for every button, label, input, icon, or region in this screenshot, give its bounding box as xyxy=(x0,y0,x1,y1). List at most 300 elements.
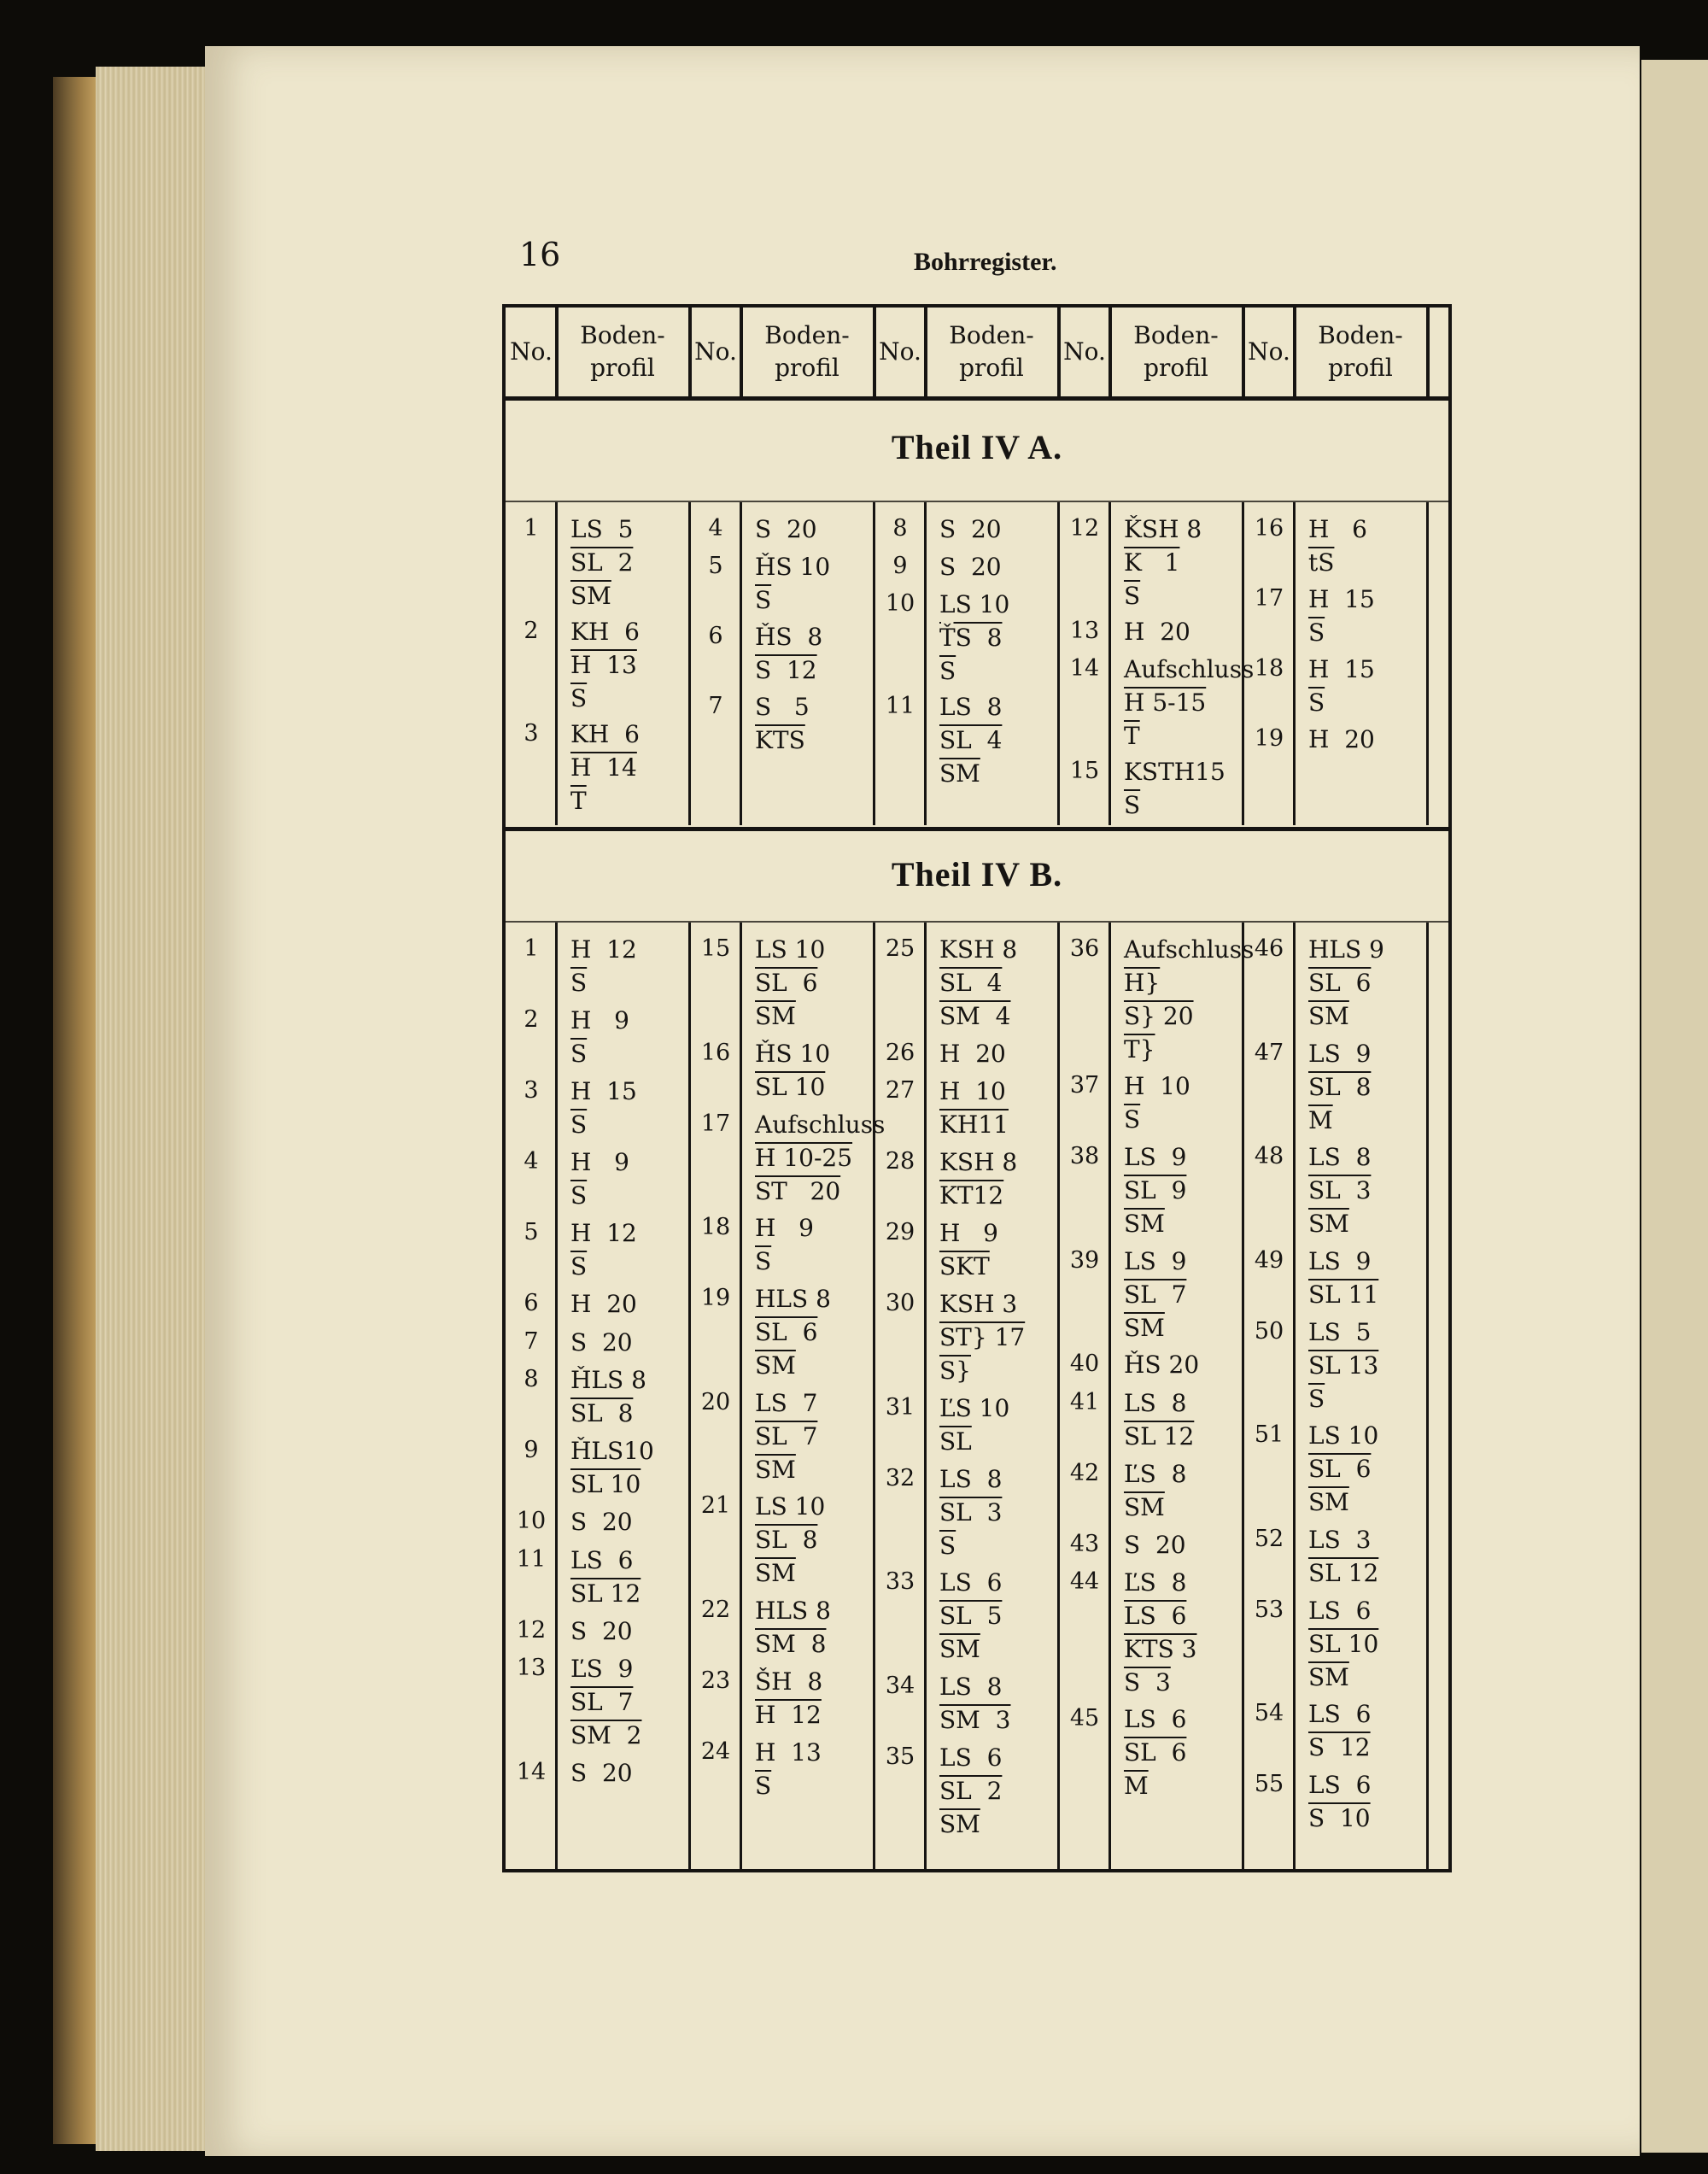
profile-line: SL 13 xyxy=(1308,1351,1379,1380)
profile-line: H 20 xyxy=(1308,725,1375,753)
section-divider xyxy=(506,827,1448,831)
profile-line: SL 6 xyxy=(755,969,818,997)
section_a-entry-number: 11 xyxy=(885,693,915,719)
section_a-entry-number: 1 xyxy=(524,515,539,542)
profile-line: ȞS 10 xyxy=(755,553,831,581)
profile-line: H 20 xyxy=(939,1039,1006,1068)
section_b-entry-number: 46 xyxy=(1254,935,1284,962)
header-profile-2: Boden- profil xyxy=(764,321,850,382)
section_a-entry-profile xyxy=(1124,653,1254,753)
section_a-entry-number: 14 xyxy=(1069,655,1100,682)
profile-line: $\overline{SM}$ xyxy=(1308,1210,1349,1238)
section_a-entry-number: 4 xyxy=(708,515,723,542)
profile-line: H 15 xyxy=(1308,585,1375,613)
profile-line: ĽS 8 xyxy=(1124,1568,1187,1597)
profile-line: SL 10 xyxy=(1308,1629,1379,1658)
header-separator xyxy=(1293,308,1296,396)
section_b-entry-profile xyxy=(570,1505,633,1538)
section_a-entry-number: 8 xyxy=(892,515,908,542)
profile-line: LS 6 xyxy=(1124,1602,1187,1630)
profile-line: $\overline{S}$ xyxy=(1124,1105,1141,1134)
profile-line: KSH 8 xyxy=(939,1148,1018,1176)
section_b-entry-profile xyxy=(939,1566,1002,1666)
profile-line: ST 20 xyxy=(755,1176,841,1205)
profile-line: H 9 xyxy=(570,1006,629,1034)
profile-line: $\overline{S}$ xyxy=(570,684,588,712)
profile-line: SL 11 xyxy=(1308,1280,1379,1309)
profile-line: $\overline{S}$ xyxy=(755,586,772,614)
section_b-entry-number: 38 xyxy=(1069,1143,1100,1169)
profile-line: S 20 xyxy=(570,1327,633,1357)
section_b-entry-profile xyxy=(1124,1386,1194,1453)
section_a-entry-profile xyxy=(570,615,640,715)
profile-line: SL 12 xyxy=(570,1579,641,1608)
profile-line: LS 5 xyxy=(1308,1317,1372,1346)
section_b-entry-profile xyxy=(755,1282,831,1382)
section_b-entry-number: 8 xyxy=(524,1366,539,1392)
profile-line: S} xyxy=(939,1357,971,1385)
section_b-entry-number: 39 xyxy=(1069,1246,1100,1274)
profile-line: SL 5 xyxy=(939,1602,1003,1630)
book-spine xyxy=(53,77,97,2144)
section_b-entry-number: 2 xyxy=(524,1006,539,1033)
profile-line: $\overline{M}$ xyxy=(1124,1772,1149,1800)
section_b-entry-profile xyxy=(755,1108,885,1208)
section_b-entry-profile xyxy=(939,1287,1025,1387)
section_b-entry-number: 44 xyxy=(1069,1568,1100,1595)
section_a-entry-profile xyxy=(1124,513,1202,612)
adjacent-page-edge xyxy=(1641,60,1708,2153)
section_b-column-rule xyxy=(555,923,558,1871)
profile-line: $\overline{S}$ xyxy=(939,657,956,685)
section_b-entry-number: 55 xyxy=(1254,1771,1284,1797)
profile-line: $\overline{SL}$ xyxy=(939,1427,972,1456)
profile-line: K 1 xyxy=(1124,548,1180,577)
section_a-column-rule xyxy=(555,502,558,825)
section_b-entry-number: 12 xyxy=(516,1616,547,1644)
profile-line: H 5-15 xyxy=(1124,689,1207,717)
profile-line: LS 3 xyxy=(1308,1525,1372,1554)
profile-line: $\overline{SM}$ xyxy=(755,1351,796,1380)
section-a-title: Theil IV A. xyxy=(891,428,1063,466)
section_b-entry-number: 49 xyxy=(1254,1246,1284,1274)
section_b-entry-profile xyxy=(939,1037,1006,1070)
profile-line: Aufschluss xyxy=(755,1110,886,1139)
profile-line: ĽS 10 xyxy=(939,1393,1010,1422)
section_a-entry-number: 3 xyxy=(524,720,539,747)
section_b-entry-profile xyxy=(1308,1697,1371,1764)
profile-line: $\overline{KTS}$ xyxy=(755,726,805,754)
profile-line: $\overline{S}$ xyxy=(570,1110,588,1139)
section_b-entry-profile xyxy=(570,1004,629,1070)
profile-line: ȞS 10 xyxy=(755,1039,831,1068)
section_b-entry-profile xyxy=(939,933,1017,1033)
profile-line: $\overline{S}$ xyxy=(1124,582,1141,610)
profile-line: $\overline{S}$ xyxy=(1308,689,1325,717)
profile-line: H 15 xyxy=(570,1077,637,1105)
profile-line: H} xyxy=(1124,969,1161,997)
header-no-4: No. xyxy=(1063,337,1106,366)
profile-line: $\overline{S}$ xyxy=(570,1181,588,1210)
profile-line: LS 8 xyxy=(939,693,1003,721)
profile-line: $\overline{S}$ xyxy=(1308,618,1325,647)
section_b-entry-number: 52 xyxy=(1254,1525,1284,1552)
bohrregister-table xyxy=(502,304,1452,1872)
profile-line: SL 7 xyxy=(755,1421,818,1450)
section_b-entry-number: 36 xyxy=(1069,935,1100,962)
section_b-entry-profile xyxy=(570,1287,637,1321)
header-separator xyxy=(688,308,692,396)
profile-line: HLS 8 xyxy=(755,1285,831,1313)
section_b-entry-number: 27 xyxy=(885,1077,915,1104)
profile-line: H 10-25 xyxy=(755,1143,853,1172)
section_b-entry-number: 42 xyxy=(1069,1459,1100,1486)
header-no-5: No. xyxy=(1248,337,1290,366)
section_b-entry-number: 11 xyxy=(516,1545,547,1573)
profile-line: SL 6 xyxy=(1308,1455,1372,1483)
profile-line: SL 8 xyxy=(570,1399,634,1427)
profile-line: S 5 xyxy=(755,693,810,721)
profile-line: H 12 xyxy=(570,1219,637,1247)
profile-line: LS 10 xyxy=(755,1492,826,1521)
section_b-entry-profile xyxy=(939,1146,1017,1212)
profile-line: $\overline{S}$ xyxy=(1308,1384,1325,1413)
profile-line: Aufschluss xyxy=(1124,655,1255,683)
profile-line: SL 6 xyxy=(755,1318,818,1346)
profile-line: SL 6 xyxy=(1308,969,1372,997)
section_a-entry-profile xyxy=(755,690,810,757)
section_b-entry-profile xyxy=(570,1434,654,1501)
section_b-entry-profile xyxy=(1308,1594,1378,1694)
section_b-entry-number: 50 xyxy=(1254,1317,1284,1345)
section_a-entry-number: 7 xyxy=(708,693,723,719)
section_b-entry-profile xyxy=(939,1741,1002,1841)
profile-line: LS 9 xyxy=(1124,1246,1187,1275)
section_b-entry-profile xyxy=(570,1363,646,1430)
profile-line: HLS 8 xyxy=(755,1596,831,1625)
profile-line: S 20 xyxy=(570,1616,633,1645)
profile-line: $\overline{S}$ xyxy=(755,1247,772,1275)
section_b-entry-number: 15 xyxy=(700,935,731,962)
profile-line: S} 20 xyxy=(1124,1002,1194,1030)
section_b-entry-number: 25 xyxy=(885,935,915,962)
section_a-entry-profile xyxy=(1308,583,1375,649)
profile-line: S 20 xyxy=(939,515,1002,543)
profile-line: KTS 3 xyxy=(1124,1635,1197,1663)
profile-line: SL 4 xyxy=(939,726,1003,754)
section_a-entry-number: 9 xyxy=(892,553,908,579)
section_a-entry-number: 18 xyxy=(1254,655,1284,682)
profile-line: $\overline{T}$ xyxy=(570,787,587,815)
section_b-entry-number: 9 xyxy=(524,1437,539,1463)
profile-line: LS 10 xyxy=(939,590,1010,618)
profile-line: KH 6 xyxy=(570,618,640,646)
section_a-entry-number: 15 xyxy=(1069,758,1100,784)
profile-line: LS 8 xyxy=(939,1464,1003,1493)
header-separator xyxy=(1426,308,1430,396)
section_b-entry-number: 18 xyxy=(700,1214,731,1240)
profile-line: LS 6 xyxy=(570,1545,634,1574)
section_b-entry-number: 17 xyxy=(700,1110,731,1137)
header-profile-5: Boden- profil xyxy=(1318,321,1403,382)
section_b-entry-profile xyxy=(755,1211,814,1278)
section_b-entry-profile xyxy=(755,1037,830,1104)
profile-line: KSTH15 xyxy=(1124,758,1225,786)
section_a-entry-profile xyxy=(755,620,822,687)
profile-line: ȞLS 8 xyxy=(570,1366,646,1394)
profile-line: $\overline{SM}$ xyxy=(755,1455,796,1484)
section_b-entry-profile xyxy=(1124,1702,1186,1802)
section_b-entry-number: 53 xyxy=(1254,1596,1284,1623)
section_b-entry-number: 16 xyxy=(700,1039,731,1066)
section_b-entry-profile xyxy=(755,1386,817,1486)
section_b-entry-number: 23 xyxy=(700,1667,731,1694)
profile-line: $\overline{M}$ xyxy=(1308,1105,1333,1134)
profile-line: SL 7 xyxy=(1124,1280,1187,1309)
section_b-entry-profile xyxy=(570,1326,633,1359)
section-b-rule xyxy=(506,921,1448,923)
section_a-entry-number: 5 xyxy=(708,553,723,579)
section_b-entry-number: 5 xyxy=(524,1219,539,1245)
section_b-entry-number: 4 xyxy=(524,1148,539,1175)
profile-line: $\overline{SKT}$ xyxy=(939,1252,990,1280)
profile-line: SL 12 xyxy=(1124,1421,1195,1450)
section_b-entry-profile xyxy=(1124,1457,1186,1524)
profile-line: SL 10 xyxy=(755,1072,826,1101)
section_b-entry-profile xyxy=(1124,933,1254,1066)
section_a-entry-profile xyxy=(755,513,817,546)
section_b-entry-number: 20 xyxy=(700,1388,731,1415)
section_b-entry-number: 31 xyxy=(885,1393,915,1421)
section_b-entry-profile xyxy=(755,1736,822,1802)
profile-line: $\overline{SM}$ xyxy=(1124,1313,1165,1342)
section_b-column-rule xyxy=(1426,923,1429,1871)
profile-line: H 6 xyxy=(1308,515,1367,543)
section_b-entry-profile xyxy=(1308,1140,1371,1240)
section_b-entry-number: 43 xyxy=(1069,1530,1100,1557)
profile-line: H 12 xyxy=(755,1700,822,1729)
section_b-entry-profile xyxy=(755,1594,831,1661)
section_b-entry-profile xyxy=(1308,933,1384,1033)
section_b-entry-number: 7 xyxy=(524,1327,539,1355)
profile-line: $\overline{T}$ xyxy=(1124,722,1140,750)
profile-line: $\overline{SM}$ xyxy=(939,1809,980,1838)
profile-line: SM 2 xyxy=(570,1721,642,1749)
section_a-entry-profile xyxy=(939,588,1009,688)
section_a-entry-profile xyxy=(939,513,1002,546)
section_a-column-rule xyxy=(1426,502,1429,825)
section-b-title: Theil IV B. xyxy=(891,855,1063,894)
profile-line: H 20 xyxy=(1124,618,1190,646)
profile-line: ĽS 9 xyxy=(570,1655,634,1683)
section_b-entry-number: 47 xyxy=(1254,1039,1284,1066)
profile-line: ĽS 8 xyxy=(1124,1459,1187,1488)
section_a-entry-profile xyxy=(1308,653,1375,719)
section_b-entry-number: 37 xyxy=(1069,1072,1100,1099)
page-number: 16 xyxy=(519,236,561,273)
profile-line: H 13 xyxy=(570,651,637,679)
section_b-entry-number: 54 xyxy=(1254,1700,1284,1726)
profile-line: LS 6 xyxy=(939,1743,1003,1772)
section_b-entry-profile xyxy=(1124,1348,1199,1381)
section_a-entry-profile xyxy=(570,718,640,817)
profile-line: ŤS 8 xyxy=(939,624,1003,652)
header-separator xyxy=(1057,308,1061,396)
section_b-entry-profile xyxy=(939,1216,998,1283)
section-a-rule xyxy=(506,501,1448,502)
profile-line: S 10 xyxy=(1308,1804,1371,1832)
profile-line: ȞS 20 xyxy=(1124,1351,1200,1379)
section_b-entry-profile xyxy=(1308,1245,1378,1311)
section_b-entry-number: 13 xyxy=(516,1655,547,1681)
profile-line: HLS 9 xyxy=(1308,935,1384,964)
profile-line: H 14 xyxy=(570,753,637,782)
profile-line: KSH 3 xyxy=(939,1290,1018,1318)
profile-line: S 20 xyxy=(939,553,1002,581)
section_b-entry-profile xyxy=(755,1665,822,1732)
profile-line: ȞS 8 xyxy=(755,623,823,651)
section_b-entry-profile xyxy=(570,933,637,999)
profile-line: LS 10 xyxy=(1308,1421,1379,1450)
profile-line: SL 12 xyxy=(1308,1558,1379,1587)
section_a-entry-profile xyxy=(1308,723,1375,756)
profile-line: $\overline{S}$ xyxy=(570,1040,588,1068)
profile-line: T} xyxy=(1124,1035,1155,1064)
profile-line: S 3 xyxy=(1124,1668,1171,1696)
header-separator xyxy=(740,308,743,396)
profile-line: SM 8 xyxy=(755,1629,827,1658)
profile-line: $\overline{S}$ xyxy=(570,969,588,997)
section_a-entry-number: 13 xyxy=(1069,618,1100,644)
section_b-entry-profile xyxy=(570,1652,641,1752)
profile-line: SM 3 xyxy=(939,1705,1011,1734)
section_b-entry-profile xyxy=(570,1146,629,1212)
profile-line: SL 3 xyxy=(1308,1176,1372,1204)
profile-line: S 12 xyxy=(755,656,817,684)
section_b-entry-number: 34 xyxy=(885,1672,915,1699)
profile-line: H 9 xyxy=(939,1219,998,1247)
section_b-entry-profile xyxy=(939,1670,1010,1737)
header-separator xyxy=(1108,308,1112,396)
profile-line: SL 4 xyxy=(939,969,1003,997)
section_a-entry-number: 16 xyxy=(1254,515,1284,542)
profile-line: $\overline{SM}$ xyxy=(939,759,980,788)
profile-line: KH 6 xyxy=(570,720,640,748)
section_b-entry-profile xyxy=(1124,1245,1186,1345)
profile-line: $\overline{S}$ xyxy=(570,1252,588,1280)
profile-line: $\overline{SM}$ xyxy=(570,582,611,610)
profile-line: KSH 8 xyxy=(939,935,1018,964)
profile-line: $\overline{SM}$ xyxy=(1124,1210,1165,1238)
profile-line: H 15 xyxy=(1308,655,1375,683)
section_b-entry-profile xyxy=(570,1544,640,1610)
profile-line: H 10 xyxy=(1124,1072,1190,1100)
profile-line: SL 8 xyxy=(1308,1072,1372,1101)
profile-line: H 20 xyxy=(570,1290,637,1318)
profile-line: LS 7 xyxy=(755,1388,818,1417)
section_a-entry-number: 6 xyxy=(708,623,723,649)
section_b-entry-profile xyxy=(1308,1316,1378,1415)
profile-line: SL 8 xyxy=(755,1526,818,1554)
profile-line: H 9 xyxy=(755,1214,814,1242)
section_b-entry-number: 40 xyxy=(1069,1351,1100,1377)
section_a-entry-profile xyxy=(939,690,1002,790)
profile-line: LS 9 xyxy=(1124,1143,1187,1171)
profile-line: S 20 xyxy=(570,1758,633,1787)
section_b-entry-number: 29 xyxy=(885,1219,915,1245)
profile-line: $\overline{SM}$ xyxy=(1308,1002,1349,1030)
section_b-entry-number: 45 xyxy=(1069,1705,1100,1732)
profile-line: SM 4 xyxy=(939,1002,1011,1030)
profile-line: $\overline{SM}$ xyxy=(1308,1662,1349,1691)
profile-line: $\overline{S}$ xyxy=(755,1771,772,1800)
section_a-entry-profile xyxy=(570,513,633,612)
profile-line: ST} 17 xyxy=(939,1323,1026,1351)
header-no-2: No. xyxy=(694,337,737,366)
profile-line: S 20 xyxy=(570,1508,633,1536)
profile-line: Aufschluss xyxy=(1124,935,1255,964)
section_b-entry-profile xyxy=(1308,1523,1378,1590)
section_b-entry-number: 48 xyxy=(1254,1143,1284,1169)
section_b-entry-profile xyxy=(570,1756,633,1790)
section_b-entry-profile xyxy=(939,1462,1002,1562)
profile-line: $\overline{S}$ xyxy=(1124,791,1141,819)
profile-line: S 12 xyxy=(1308,1733,1371,1761)
section_b-entry-profile xyxy=(1124,1140,1186,1240)
profile-line: SL 2 xyxy=(570,548,634,577)
profile-line: H 10 xyxy=(939,1077,1006,1105)
profile-line: LS 10 xyxy=(755,935,826,964)
profile-line: ǨSH 8 xyxy=(1124,515,1202,543)
profile-line: SL 10 xyxy=(570,1470,641,1498)
section_b-entry-profile xyxy=(1308,1768,1371,1835)
section_b-entry-number: 35 xyxy=(885,1743,915,1770)
table-header xyxy=(506,308,1448,396)
header-profile-1: Boden- profil xyxy=(580,321,665,382)
section_b-entry-number: 14 xyxy=(516,1758,547,1785)
profile-line: LS 8 xyxy=(1124,1388,1187,1417)
section_b-entry-number: 32 xyxy=(885,1464,915,1491)
section_b-entry-profile xyxy=(755,1490,825,1590)
header-separator xyxy=(555,308,559,396)
profile-line: $\overline{SM}$ xyxy=(939,1635,980,1663)
profile-line: LS 9 xyxy=(1308,1039,1372,1068)
section_b-entry-profile xyxy=(1124,1528,1186,1562)
header-profile-3: Boden- profil xyxy=(949,321,1034,382)
profile-line: KH11 xyxy=(939,1110,1009,1139)
profile-line: LS 6 xyxy=(1308,1596,1372,1625)
header-profile-4: Boden- profil xyxy=(1133,321,1219,382)
profile-line: $\overline{SM}$ xyxy=(1124,1492,1165,1521)
header-rule xyxy=(506,396,1448,401)
section_b-entry-profile xyxy=(939,1075,1009,1141)
section_b-entry-profile xyxy=(1308,1419,1378,1519)
section_b-entry-profile xyxy=(1124,1069,1190,1136)
profile-line: S 20 xyxy=(755,515,817,543)
section_a-entry-profile xyxy=(939,550,1002,583)
profile-line: LS 5 xyxy=(570,515,634,543)
section_b-entry-profile xyxy=(939,1392,1009,1458)
section_b-entry-number: 41 xyxy=(1069,1388,1100,1415)
section_a-entry-profile xyxy=(1124,615,1190,648)
profile-line: H 12 xyxy=(570,935,637,964)
section_b-entry-number: 22 xyxy=(700,1596,731,1623)
section_b-entry-profile xyxy=(755,933,825,1033)
profile-line: SL 3 xyxy=(939,1497,1003,1526)
profile-line: LS 8 xyxy=(939,1672,1003,1701)
section_b-entry-number: 24 xyxy=(700,1737,731,1765)
profile-line: LS 6 xyxy=(939,1568,1003,1597)
